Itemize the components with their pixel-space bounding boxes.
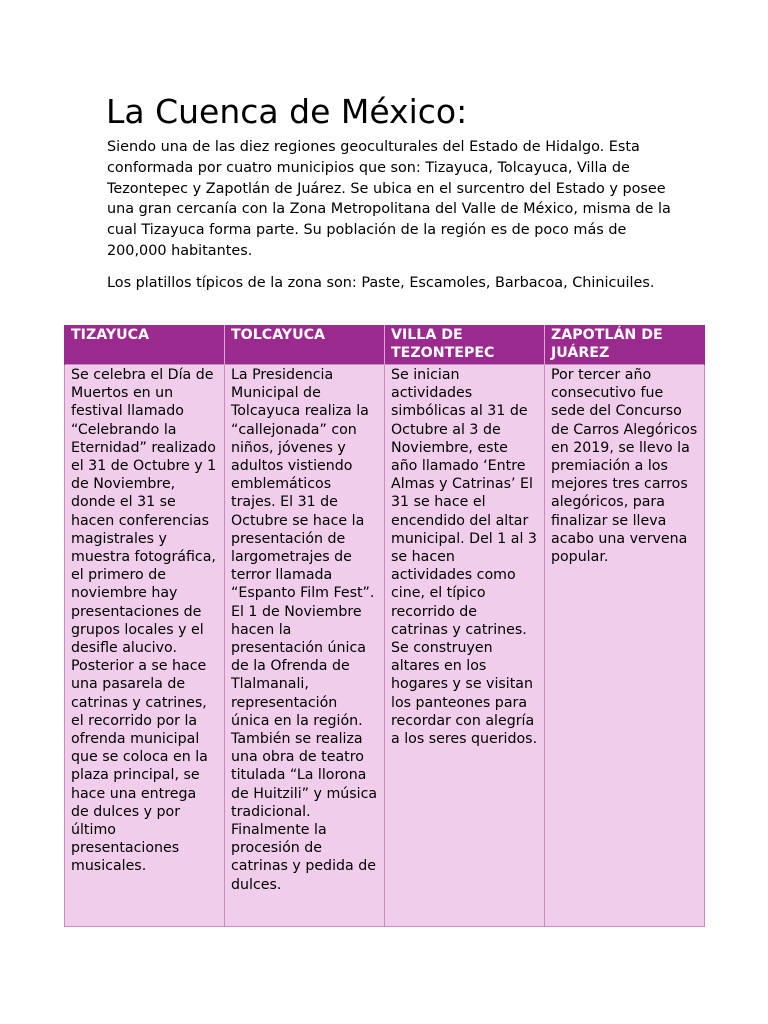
header-villa-de-tezontepec: VILLA DE TEZONTEPEC (385, 325, 545, 365)
header-zapotlan-de-juarez: ZAPOTLÁN DE JUÁREZ (545, 325, 705, 365)
cell-zapotlan-de-juarez: Por tercer año consecutivo fue sede del Concurso de Carros Alegóricos en 2019, se llevo la premiación a los mejores tres carros alegóricos, para finalizar se lleva acabo una vervena popular. (545, 365, 705, 927)
typical-dishes-paragraph: Los platillos típicos de la zona son: Paste, Escamoles, Barbacoa, Chinicuiles. (107, 275, 655, 291)
table-row (65, 365, 705, 927)
page-title: La Cuenca de México: (106, 92, 468, 131)
cell-villa-de-tezontepec: Se inician actividades simbólicas al 31 de Octubre al 3 de Noviembre, este año llamado ‘Entre Almas y Catrinas’ El 31 se hace el encendido del altar municipal. Del 1 al 3 se hacen actividades como cine, el típico recorrido de catrinas y catrines. Se construyen altares en los hogares y se visitan los panteones para recordar con alegría a los seres queridos. (385, 365, 545, 927)
cell-tolcayuca: La Presidencia Municipal de Tolcayuca realiza la “callejonada” con niños, jóvenes y adultos vistiendo emblemáticos trajes. El 31 de Octubre se hace la presentación de largometrajes de terror llamada “Espanto Film Fest”. El 1 de Noviembre hacen la presentación única de la Ofrenda de Tlalmanali, representación única en la región. También se realiza una obra de teatro titulada “La llorona de Huitzili” y música tradicional. Finalmente la procesión de catrinas y pedida de dulces. (225, 365, 385, 927)
header-tolcayuca: TOLCAYUCA (225, 325, 385, 365)
table-header-row (65, 325, 705, 365)
municipalities-table (64, 325, 705, 927)
header-tizayuca: TIZAYUCA (65, 325, 225, 365)
intro-paragraph: Siendo una de las diez regiones geoculturales del Estado de Hidalgo. Esta conformada por cuatro municipios que son: Tizayuca, Tolcayuca, Villa de Tezontepec y Zapotlán de Juárez. Se ubica en el surcentro del Estado y posee una gran cercanía con la Zona Metropolitana del Valle de México, misma de la cual Tizayuca forma parte. Su población de la región es de poco más de 200,000 habitantes. (107, 139, 671, 259)
cell-tizayuca: Se celebra el Día de Muertos en un festival llamado “Celebrando la Eternidad” realizado el 31 de Octubre y 1 de Noviembre, donde el 31 se hacen conferencias magistrales y muestra fotográfica, el primero de noviembre hay presentaciones de grupos locales y el desifle alucivo. Posterior a se hace una pasarela de catrinas y catrines, el recorrido por la ofrenda municipal que se coloca en la plaza principal, se hace una entrega de dulces y por último presentaciones musicales. (65, 365, 225, 927)
